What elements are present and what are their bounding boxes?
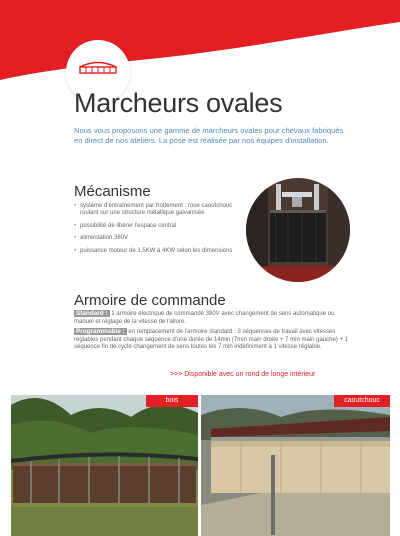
intro-paragraph: Nous vous proposons une gamme de marcheurs ovales pour chevaux fabriqués en direct de nos ateliers. La pose est réalisée par nos équipes d'installation. <box>74 126 344 145</box>
standard-tag: Standard : <box>76 310 108 317</box>
programmable-tag: Programmable : <box>76 328 125 335</box>
header-banner <box>0 0 400 95</box>
mecanisme-list <box>74 203 239 260</box>
standard-paragraph <box>74 310 350 326</box>
wood-label: bois <box>146 395 198 407</box>
availability-note: >>> Disponible avec un rond de longe intérieur <box>170 371 316 378</box>
programmable-text: en remplacement de l'armoire standard : 3 séquences de travail avec vitesses réglables pendant chaque séquence d'une durée de 14min (7min main droite + 7 min main gauche) + 1 séquence fin de cycle changement de sens toutes les 7 min indéfiniment à 1 vitesse réglable. <box>74 329 348 351</box>
mecanisme-heading: Mécanisme <box>74 183 151 200</box>
rubber-label: caoutchouc <box>334 395 390 407</box>
oval-arena-logo-icon <box>76 58 120 80</box>
list-item: • système d'entraînement par frottement : roue caoutchouc roulant sur une structure métallique galvanisée <box>74 203 239 218</box>
rubber-walker-photo <box>201 395 390 536</box>
programmable-paragraph <box>74 328 350 352</box>
wood-walker-photo <box>11 395 198 536</box>
list-item: • puissance moteur de 1,5KW à 4KW selon les dimensions <box>74 248 239 255</box>
mechanism-photo <box>246 178 350 282</box>
list-item: • possibilité de libérer l'espace central <box>74 223 239 230</box>
armoire-heading: Armoire de commande <box>74 292 226 309</box>
list-item: • alimentation 380V <box>74 235 239 242</box>
page-title: Marcheurs ovales <box>74 88 283 118</box>
standard-text: 1 armoire électrique de commande 380V avec changement de sens automatique ou manuel et réglage de la vitesse de l'allure. <box>74 311 335 325</box>
